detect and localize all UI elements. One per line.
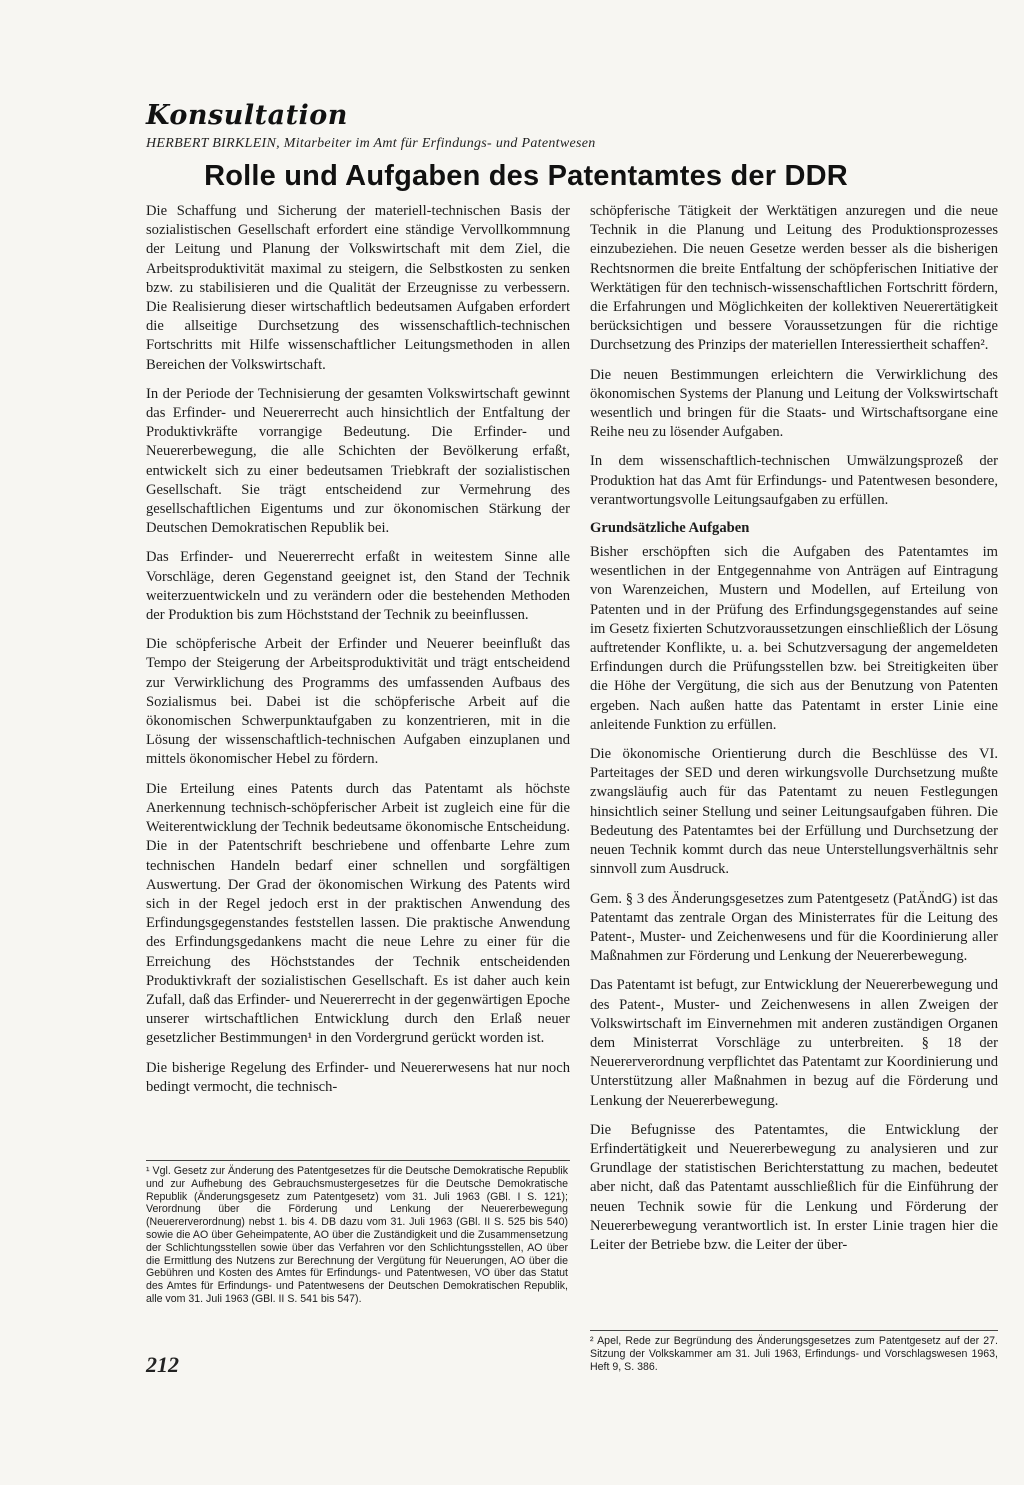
paragraph: Gem. § 3 des Änderungsgesetzes zum Patentgesetz (PatÄndG) ist das Patentamt das zentrale Organ des Ministerrates für die Leitung des Patent-, Muster- und Zeichenwesens und für die Koordinierung aller Maßnahmen zur Förderung und Lenkung der Neuererbewegung. bbox=[590, 890, 998, 965]
byline: HERBERT BIRKLEIN, Mitarbeiter im Amt für Erfindungs- und Patentwesen bbox=[146, 136, 596, 151]
page-number: 212 bbox=[146, 1352, 179, 1377]
right-column bbox=[590, 202, 998, 1255]
paragraph: Die neuen Bestimmungen erleichtern die Verwirklichung des ökonomischen Systems der Planung und Leitung der Volkswirtschaft wesentlich und bringen für die Staats- und Wirtschaftsorgane eine Reihe neu zu lösender Aufgaben. bbox=[590, 366, 998, 441]
paragraph: Die ökonomische Orientierung durch die Beschlüsse des VI. Parteitages der SED und deren wirkungsvolle Durchsetzung mußte zwangsläufig auch für das Patentamt zu neuen Festlegungen hinsichtlich seiner Stellung und seiner Leitungsaufgaben führen. Die Bedeutung des Patentamtes bei der Erfüllung und Durchsetzung der neuen Technik kommt durch das neue Unterstellungsverhältnis sehr sinnvoll zum Ausdruck. bbox=[590, 746, 998, 878]
paragraph: Die Schaffung und Sicherung der materiell-technischen Basis der sozialistischen Gesellschaft erfordert eine ständige Vervollkommnung der Leitung und Planung der Volkswirtschaft mit dem Ziel, die Arbeitsproduktivität maximal zu steigern, die Selbstkosten zu senken bzw. zu stabilisieren und die Qualität der Erzeugnisse zu verbessern. Die Realisierung dieser wirtschaftlich bedeutsamen Aufgaben erfordert die allseitige Durchsetzung des wissenschaftlich-technischen Fortschritts mit Hilfe wissenschaftlicher Leitungsmethoden in allen Bereichen der Volkswirtschaft. bbox=[146, 203, 570, 373]
footnote-2: ² Apel, Rede zur Begründung des Änderungsgesetzes zum Patentgesetz auf der 27. Sitzung der Volkskammer am 31. Juli 1963, Erfindungs- und Vorschlagswesen 1963, Heft 9, S. 386. bbox=[590, 1335, 998, 1373]
footnote-1: ¹ Vgl. Gesetz zur Änderung des Patentgesetzes für die Deutsche Demokratische Republik und zur Aufhebung des Gebrauchsmustergesetzes für die Deutsche Demokratische Republik (Änderungsgesetz zum Patentgesetz) vom 31. Juli 1963 (GBl. I S. 121); Verordnung über die Förderung und Lenkung der Neuererbewegung (Neuererverordnung) nebst 1. bis 4. DB dazu vom 31. Juli 1963 (GBl. II S. 525 bis 540) sowie die AO über Geheimpatente, AO über die Zuständigkeit und die Zusammensetzung der Schlichtungsstellen sowie über das Verfahren vor den Schlichtungsstellen, AO über die Ermittlung des Nutzens zur Berechnung der Vergütung für Neuerungen, AO über die Gebühren und Kosten des Amtes für Erfindungs- und Patentwesen, VO über das Statut des Amtes für Erfindungs- und Patentwesens der Deutschen Demokratischen Republik, alle vom 31. Juli 1963 (GBl. II S. 541 bis 547). bbox=[146, 1165, 568, 1305]
footnote-left bbox=[146, 1160, 570, 1306]
paragraph: Die Befugnisse des Patentamtes, die Entwicklung der Erfindertätigkeit und Neuererbewegung zu analysieren und zur Grundlage der statistischen Berichterstattung zu machen, bedeutet aber nicht, daß das Patentamt ausschließlich für die Einführung der neuen Technik sowie für die Lenkung und Förderung der Neuererbewegung verantwortlich ist. In erster Linie tragen hier die Leiter der Betriebe bzw. die Leiter der über- bbox=[590, 1121, 998, 1253]
paragraph: In der Periode der Technisierung der gesamten Volkswirtschaft gewinnt das Erfinder- und Neuererrecht auch hinsichtlich der Entfaltung der Produktivkräfte vorrangige Bedeutung. Die Erfinder- und Neuererbewegung, die alle Schichten der Bevölkerung erfaßt, entwickelt sich zu einer bedeutsamen Triebkraft der sozialistischen Gesellschaft. Sie trägt entscheidend zur Vermehrung des gesellschaftlichen Eigentums und zur ökonomischen Stärkung der Deutschen Demokratischen Republik bei. bbox=[146, 385, 570, 537]
subheading: Grundsätzliche Aufgaben bbox=[590, 520, 750, 537]
headline: Rolle und Aufgaben des Patentamtes der DDR bbox=[204, 160, 848, 192]
paragraph: Das Erfinder- und Neuererrecht erfaßt in weitestem Sinne alle Vorschläge, deren Gegenstand geeignet ist, den Stand der Technik weiterzuentwickeln und zu verändern oder die bestehenden Methoden der Produktion bis zum Höchststand der Technik zu beeinflussen. bbox=[146, 549, 570, 624]
paragraph: Die bisherige Regelung des Erfinder- und Neuererwesens hat nur noch bedingt vermocht, die technisch- bbox=[146, 1059, 570, 1095]
paragraph: schöpferische Tätigkeit der Werktätigen anzuregen und die neue Technik in die Planung und Leitung des Produktionsprozesses einzubeziehen. Die neuen Gesetze werden besser als die bisherigen Rechtsnormen die breite Entfaltung der schöpferischen Initiative der Werktätigen für den technisch-wissenschaftlichen Fortschritt fördern, die Erfahrungen und Möglichkeiten der kollektiven Neuerertätigkeit berücksichtigen und bessere Voraussetzungen für die richtige Durchsetzung des Prinzips der materiellen Interessiertheit schaffen². bbox=[590, 203, 998, 354]
section-label: Konsultation bbox=[146, 100, 348, 131]
paragraph: In dem wissenschaftlich-technischen Umwälzungsprozeß der Produktion hat das Amt für Erfindungs- und Patentwesen besondere, verantwortungsvolle Leitungsaufgaben zu erfüllen. bbox=[590, 453, 998, 508]
footnote-right bbox=[590, 1330, 998, 1373]
left-column bbox=[146, 202, 570, 1097]
paragraph: Das Patentamt ist befugt, zur Entwicklung der Neuererbewegung und des Patent-, Muster- und Zeichenwesens in allen Zweigen der Volkswirtschaft im Einvernehmen mit anderen zuständigen Organen dem Ministerrat Vorschläge zu unterbreiten. § 18 der Neuererverordnung verpflichtet das Patentamt zur Koordinierung und Unterstützung aller Maßnahmen in bezug auf die Förderung und Lenkung der Neuererbewegung. bbox=[590, 977, 998, 1109]
paragraph: Die schöpferische Arbeit der Erfinder und Neuerer beeinflußt das Tempo der Steigerung der Arbeitsproduktivität und trägt entscheidend zur Verwirklichung des Programms des umfassenden Aufbaus des Sozialismus bei. Dabei ist die schöpferische Arbeit auf die ökonomischen Schwerpunktaufgaben zu konzentrieren, mit in die Lösung der wissenschaftlich-technischen Aufgaben einzuplanen und mittels ökonomischer Hebel zu fördern. bbox=[146, 636, 570, 768]
paragraph: Die Erteilung eines Patents durch das Patentamt als höchste Anerkennung technisch-schöpferischer Arbeit ist zugleich eine für die Weiterentwicklung der Technik bedeutsame ökonomische Entscheidung. Die in der Patentschrift beschriebene und offenbarte Lehre zum technischen Handeln bedarf einer schnellen und sorgfältigen Auswertung. Der Grad der ökonomischen Wirkung des Patents wird sich in der Regel jedoch erst in der praktischen Anwendung des Erfindungsgegenstandes feststellen lassen. Die praktische Anwendung des Erfindungsgedankens macht die neue Lehre zu einer für die Erreichung des Höchststandes der Technik entscheidenden Produktivkraft der sozialistischen Gesellschaft. Es ist daher auch kein Zufall, daß das Erfinder- und Neuererrecht in der gegenwärtigen Epoche unserer wirtschaftlichen Entwicklung durch den Erlaß neuer gesetzlicher Bestimmungen¹ in den Vordergrund gerückt worden ist. bbox=[146, 780, 570, 1047]
paragraph: Bisher erschöpften sich die Aufgaben des Patentamtes im wesentlichen in der Entgegennahme von Anträgen auf Eintragung von Warenzeichen, Mustern und Modellen, auf Erteilung von Patenten und in der Prüfung des Erfindungsgegenstandes auf seine im Gesetz fixierten Schutzvoraussetzungen einschließlich der Lösung auftretender Konflikte, u. a. bei Schutzversagung der angemeldeten Erfindungen durch die Prüfungsstellen bzw. bei Streitigkeiten über die Höhe der Vergütung, die sich aus der Benutzung von Patenten ergeben. Nach außen hatte das Patentamt in erster Linie eine anleitende Funktion zu erfüllen. bbox=[590, 544, 998, 733]
